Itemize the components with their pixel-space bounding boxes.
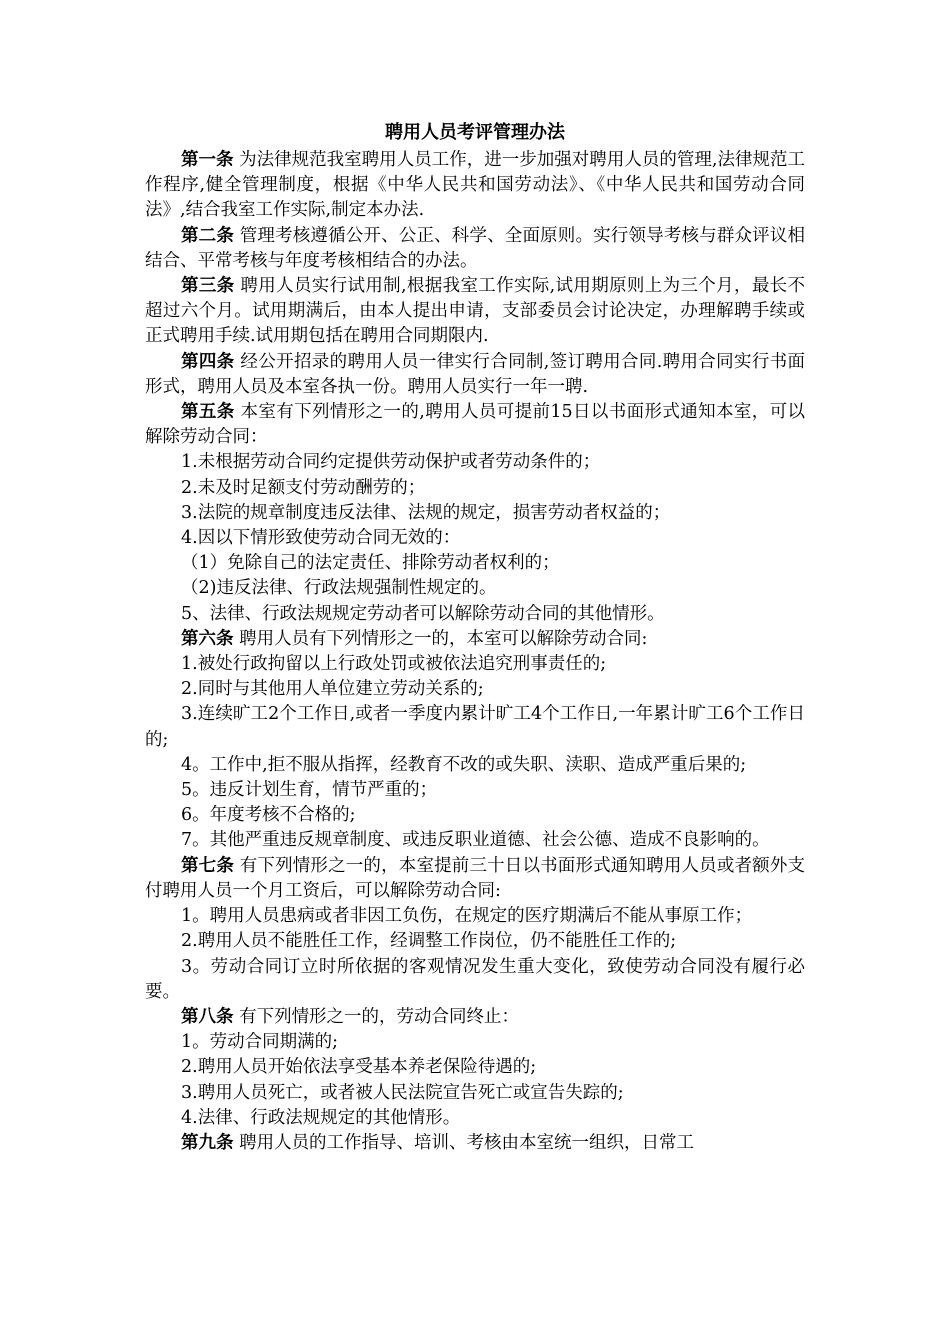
list-item: 2.聘用人员开始依法享受基本养老保险待遇的; [181, 1057, 537, 1078]
article-paragraph [145, 854, 805, 904]
article-text: 聘用人员的工作指导、培训、考核由本室统一组织，日常工 [233, 1132, 695, 1153]
list-item: 2.未及时足额支付劳动酬劳的； [181, 477, 426, 498]
list-item: 1.被处行政拘留以上行政处罚或被依法追究刑事责任的; [181, 654, 607, 675]
list-item: 7。其他严重违反规章制度、或违反职业道德、社会公德、造成不良影响的。 [181, 830, 770, 851]
article-text: 为法律规范我室聘用人员工作，进一步加强对聘用人员的管理,法律规范工作程序,健全管理制度，根据《中华人民共和国劳动法》、《中华人民共和国劳动合同法》,结合我室工作实际,制定本办法. [145, 150, 805, 221]
list-item: 3。劳动合同订立时所依据的客观情况发生重大变化，致使劳动合同没有履行必要。 [145, 956, 805, 1002]
list-item: 4.因以下情形致使劳动合同无效的： [181, 528, 461, 549]
article-text: 本室有下列情形之一的,聘用人员可提前15日以书面形式通知本室，可以解除劳动合同： [145, 402, 805, 448]
article-label: 第四条 [181, 351, 235, 372]
article-label: 第二条 [181, 225, 235, 246]
article-label: 第五条 [181, 402, 235, 423]
article-text: 聘用人员实行试用制,根据我室工作实际,试用期原则上为三个月，最长不超过六个月。试用期满后，由本人提出申请，支部委员会讨论决定，办理解聘手续或正式聘用手续.试用期包括在聘用合同期限内. [145, 276, 806, 347]
list-item: 3.聘用人员死亡，或者被人民法院宣告死亡或宣告失踪的; [181, 1082, 624, 1103]
list-item: 4。工作中,拒不服从指挥，经教育不改的或失职、渎职、造成严重后果的; [181, 754, 747, 775]
article-text: 有下列情形之一的，劳动合同终止： [233, 1006, 520, 1027]
list-item: 3.法院的规章制度违反法律、法规的规定，损害劳动者权益的； [181, 502, 671, 523]
article-label: 第六条 [181, 628, 234, 649]
document-body [145, 148, 805, 1156]
list-item: 6。年度考核不合格的; [181, 805, 356, 826]
article-paragraph [145, 1131, 805, 1156]
list-item: 1。劳动合同期满的; [181, 1032, 339, 1053]
article-paragraph [145, 350, 805, 400]
document-page [145, 118, 805, 1156]
list-item: 2.同时与其他用人单位建立劳动关系的; [181, 679, 484, 700]
article-label: 第七条 [181, 855, 235, 876]
list-item: 1.未根据劳动合同约定提供劳动保护或者劳动条件的； [181, 452, 601, 473]
list-item: （1）免除自己的法定责任、排除劳动者权利的； [181, 553, 560, 574]
article-label: 第八条 [181, 1006, 234, 1027]
list-item: 5。违反计划生育，情节严重的； [181, 780, 438, 801]
article-label: 第九条 [181, 1132, 234, 1153]
article-label: 第一条 [181, 150, 234, 170]
article-text: 聘用人员有下列情形之一的，本室可以解除劳动合同: [233, 628, 648, 649]
article-paragraph [145, 627, 805, 652]
list-item: 5、法律、行政法规规定劳动者可以解除劳动合同的其他情形。 [181, 603, 665, 624]
list-item: 4.法律、行政法规规定的其他情形。 [181, 1107, 461, 1128]
document-title: 聘用人员考评管理办法 [385, 122, 565, 143]
list-item: （2)违反法律、行政法规强制性规定的。 [181, 578, 497, 599]
article-label: 第三条 [181, 276, 235, 297]
article-paragraph [145, 1005, 805, 1030]
article-paragraph [145, 224, 805, 274]
article-text: 经公开招录的聘用人员一律实行合同制,签订聘用合同.聘用合同实行书面形式，聘用人员及本室各执一份。聘用人员实行一年一聘. [145, 351, 806, 397]
article-text: 管理考核遵循公开、公正、科学、全面原则。实行领导考核与群众评议相结合、平常考核与年度考核相结合的办法。 [145, 225, 806, 271]
article-paragraph [145, 274, 805, 350]
list-item: 3.连续旷工2个工作日,或者一季度内累计旷工4个工作日,一年累计旷工6个工作日的; [145, 704, 805, 750]
article-paragraph [145, 400, 805, 450]
list-item: 2.聘用人员不能胜任工作，经调整工作岗位，仍不能胜任工作的; [181, 931, 677, 952]
list-item: 1。聘用人员患病或者非因工负伤，在规定的医疗期满后不能从事原工作； [181, 906, 753, 927]
article-paragraph [145, 148, 805, 224]
article-text: 有下列情形之一的，本室提前三十日以书面形式通知聘用人员或者额外支付聘用人员一个月工资后，可以解除劳动合同: [145, 855, 806, 901]
